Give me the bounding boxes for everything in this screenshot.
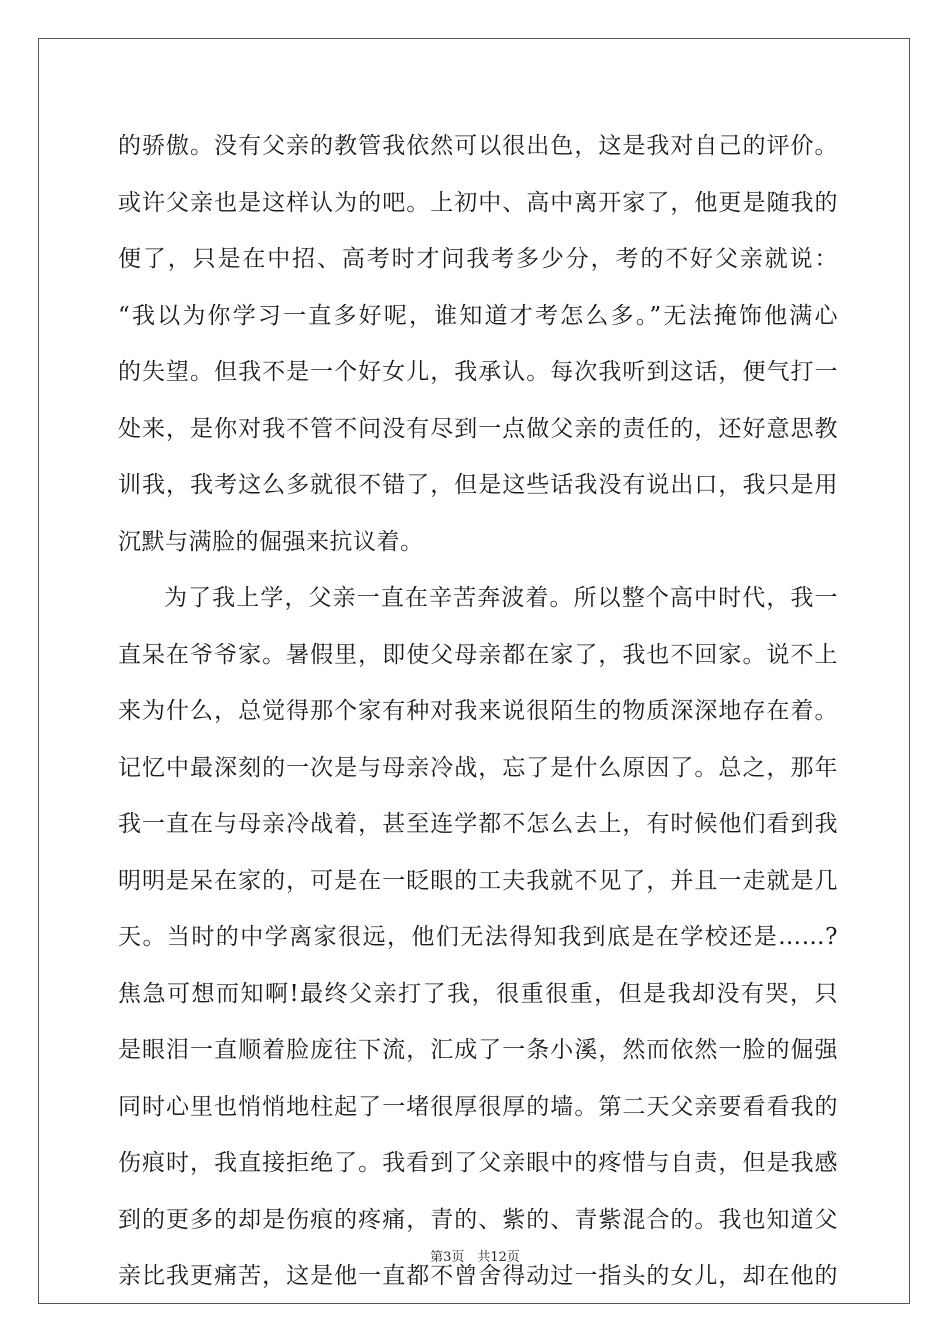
text-line: 来为什么，总觉得那个家有种对我来说很陌生的物质深深地存在着。 <box>118 698 838 724</box>
text-line: 到的更多的却是伤痕的疼痛，青的、紫的、青紫混合的。我也知道父 <box>118 1206 838 1233</box>
text-line: 处来，是你对我不管不问没有尽到一点做父亲的责任的，还好意思教 <box>118 415 838 442</box>
text-line: 我一直在与母亲冷战着，甚至连学都不怎么去上，有时候他们看到我 <box>118 811 838 837</box>
paragraph-1 <box>118 118 838 570</box>
text-line: 的失望。但我不是一个好女儿，我承认。每次我听到这话，便气打一 <box>118 359 838 385</box>
text-line: 天。当时的中学离家很远，他们无法得知我到底是在学校还是……? <box>118 924 838 950</box>
text-line: “我以为你学习一直多好呢，谁知道才考怎么多。”无法掩饰他满心 <box>118 302 838 329</box>
text-line: 为了我上学，父亲一直在辛苦奔波着。所以整个高中时代，我一 <box>164 585 838 611</box>
text-line: 亲比我更痛苦，这是他一直都不曾舍得动过一指头的女儿，却在他的 <box>118 1263 838 1289</box>
text-line: 沉默与满脸的倔强来抗议着。 <box>118 528 424 555</box>
text-line: 伤痕时，我直接拒绝了。我看到了父亲眼中的疼惜与自责，但是我感 <box>118 1150 838 1176</box>
text-line: 记忆中最深刻的一次是与母亲冷战，忘了是什么原因了。总之，那年 <box>118 754 838 781</box>
text-line: 明明是呆在家的，可是在一眨眼的工夫我就不见了，并且一走就是几 <box>118 867 838 894</box>
text-line: 的骄傲。没有父亲的教管我依然可以很出色，这是我对自己的评价。 <box>118 133 838 159</box>
text-line: 直呆在爷爷家。暑假里，即使父母亲都在家了，我也不回家。说不上 <box>118 641 838 668</box>
text-line: 便了，只是在中招、高考时才问我考多少分，考的不好父亲就说： <box>118 246 838 272</box>
text-line: 焦急可想而知啊!最终父亲打了我，很重很重，但是我却没有哭，只 <box>118 980 838 1007</box>
text-line: 或许父亲也是这样认为的吧。上初中、高中离开家了，他更是随我的 <box>118 189 838 216</box>
paragraph-2 <box>118 570 838 1305</box>
page-number: 第3页 共12页 <box>430 1250 520 1265</box>
text-line: 训我，我考这么多就很不错了，但是这些话我没有说出口，我只是用 <box>118 472 838 498</box>
document-body <box>118 118 838 1305</box>
text-line: 同时心里也悄悄地柱起了一堵很厚很厚的墙。第二天父亲要看看我的 <box>118 1093 838 1120</box>
text-line: 是眼泪一直顺着脸庞往下流，汇成了一条小溪，然而依然一脸的倔强 <box>118 1037 838 1063</box>
